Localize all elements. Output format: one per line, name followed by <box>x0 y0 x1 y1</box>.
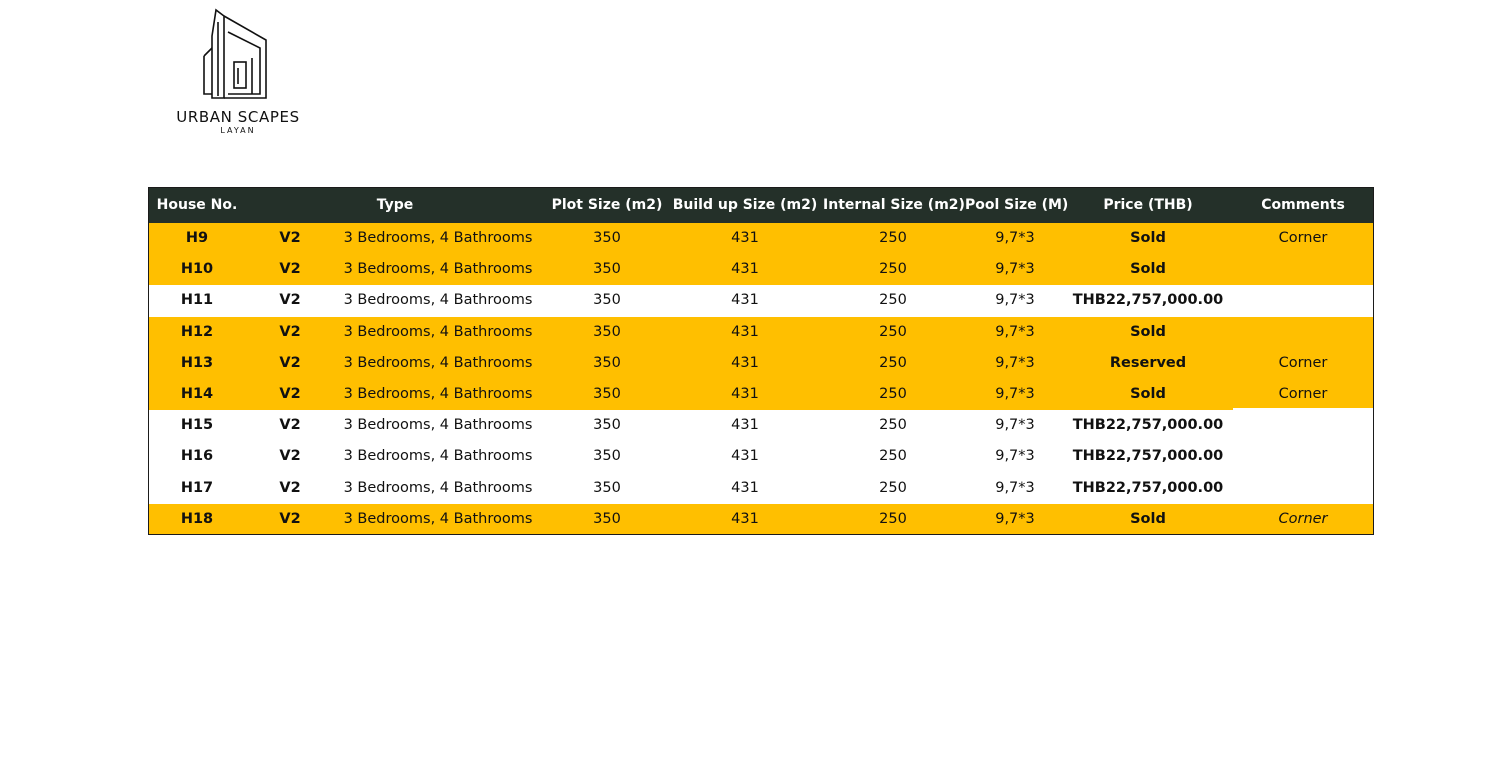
cell-pool-size: 9,7*3 <box>995 354 1035 371</box>
cell-house-no: H11 <box>180 292 214 309</box>
cell-variant: V2 <box>279 386 301 402</box>
cell-variant: V2 <box>279 479 301 496</box>
cell-plot-size: 350 <box>593 417 621 434</box>
cell-house-no: H14 <box>180 386 214 402</box>
cell-internal-size: 250 <box>879 292 907 309</box>
header-type: Type <box>376 197 414 213</box>
table-header <box>149 188 1373 223</box>
cell-type: 3 Bedrooms, 4 Bathrooms <box>343 292 533 309</box>
brand-logo <box>168 8 308 138</box>
cell-plot-size: 350 <box>593 230 621 246</box>
table-row <box>149 410 1373 441</box>
cell-variant: V2 <box>279 354 301 371</box>
cell-pool-size: 9,7*3 <box>995 417 1035 434</box>
cell-price: Sold <box>1130 510 1166 527</box>
header-price: Price (THB) <box>1103 197 1193 213</box>
cell-comment <box>1235 285 1371 316</box>
cell-pool-size: 9,7*3 <box>995 292 1035 309</box>
cell-variant: V2 <box>279 323 301 340</box>
price-list-table <box>148 187 1374 535</box>
cell-variant: V2 <box>279 510 301 527</box>
cell-variant: V2 <box>279 261 301 278</box>
cell-build-up-size: 431 <box>731 292 759 309</box>
cell-type: 3 Bedrooms, 4 Bathrooms <box>343 479 533 496</box>
cell-build-up-size: 431 <box>731 261 759 278</box>
cell-pool-size: 9,7*3 <box>995 230 1035 246</box>
header-pool-size: Pool Size (M) <box>965 197 1069 213</box>
cell-type: 3 Bedrooms, 4 Bathrooms <box>343 417 533 434</box>
cell-internal-size: 250 <box>879 448 907 465</box>
cell-comment <box>1235 317 1371 348</box>
table-row <box>149 348 1373 379</box>
cell-build-up-size: 431 <box>731 354 759 371</box>
cell-build-up-size: 431 <box>731 510 759 527</box>
cell-type: 3 Bedrooms, 4 Bathrooms <box>343 230 533 246</box>
cell-house-no: H9 <box>185 230 209 246</box>
cell-house-no: H18 <box>180 510 214 527</box>
cell-internal-size: 250 <box>879 230 907 246</box>
cell-pool-size: 9,7*3 <box>995 448 1035 465</box>
cell-build-up-size: 431 <box>731 417 759 434</box>
cell-house-no: H10 <box>180 261 214 278</box>
cell-internal-size: 250 <box>879 323 907 340</box>
header-house-no: House No. <box>156 197 238 213</box>
cell-comment <box>1235 473 1371 504</box>
table-row <box>149 223 1373 254</box>
cell-house-no: H15 <box>180 417 214 434</box>
cell-type: 3 Bedrooms, 4 Bathrooms <box>343 386 533 402</box>
cell-variant: V2 <box>279 292 301 309</box>
cell-house-no: H17 <box>180 479 214 496</box>
header-plot-size: Plot Size (m2) <box>551 197 663 213</box>
cell-internal-size: 250 <box>879 417 907 434</box>
table-row <box>149 285 1373 316</box>
cell-build-up-size: 431 <box>731 386 759 402</box>
cell-plot-size: 350 <box>593 479 621 496</box>
cell-plot-size: 350 <box>593 261 621 278</box>
cell-plot-size: 350 <box>593 386 621 402</box>
cell-plot-size: 350 <box>593 448 621 465</box>
cell-type: 3 Bedrooms, 4 Bathrooms <box>343 510 533 527</box>
cell-type: 3 Bedrooms, 4 Bathrooms <box>343 261 533 278</box>
cell-plot-size: 350 <box>593 323 621 340</box>
cell-internal-size: 250 <box>879 386 907 402</box>
cell-house-no: H16 <box>180 448 214 465</box>
header-build-up-size: Build up Size (m2) <box>672 197 818 213</box>
cell-type: 3 Bedrooms, 4 Bathrooms <box>343 448 533 465</box>
cell-pool-size: 9,7*3 <box>995 479 1035 496</box>
cell-price: Sold <box>1130 323 1166 340</box>
cell-build-up-size: 431 <box>731 323 759 340</box>
brand-subtitle: LAYAN <box>220 126 256 135</box>
table-row <box>149 317 1373 348</box>
cell-price: Sold <box>1130 386 1166 402</box>
cell-internal-size: 250 <box>879 261 907 278</box>
cell-comment <box>1235 410 1371 441</box>
cell-price: THB22,757,000.00 <box>1072 448 1224 465</box>
cell-pool-size: 9,7*3 <box>995 386 1035 402</box>
table-row <box>149 504 1373 535</box>
table-row <box>149 254 1373 285</box>
cell-plot-size: 350 <box>593 510 621 527</box>
cell-variant: V2 <box>279 417 301 434</box>
cell-comment: Corner <box>1278 510 1328 527</box>
cell-type: 3 Bedrooms, 4 Bathrooms <box>343 354 533 371</box>
header-comments: Comments <box>1261 197 1345 213</box>
cell-internal-size: 250 <box>879 479 907 496</box>
cell-internal-size: 250 <box>879 510 907 527</box>
cell-comment: Corner <box>1278 386 1328 402</box>
cell-house-no: H13 <box>180 354 214 371</box>
cell-price: THB22,757,000.00 <box>1072 479 1224 496</box>
cell-variant: V2 <box>279 448 301 465</box>
table-row <box>149 441 1373 472</box>
cell-plot-size: 350 <box>593 292 621 309</box>
cell-pool-size: 9,7*3 <box>995 510 1035 527</box>
cell-price: Sold <box>1130 230 1166 246</box>
cell-variant: V2 <box>279 230 301 246</box>
cell-comment <box>1235 254 1371 285</box>
cell-plot-size: 350 <box>593 354 621 371</box>
cell-house-no: H12 <box>180 323 214 340</box>
table-row <box>149 473 1373 504</box>
cell-price: Reserved <box>1109 354 1187 371</box>
cell-type: 3 Bedrooms, 4 Bathrooms <box>343 323 533 340</box>
brand-name: URBAN SCAPES <box>176 108 300 126</box>
cell-build-up-size: 431 <box>731 448 759 465</box>
building-logo-icon <box>198 8 274 104</box>
cell-price: THB22,757,000.00 <box>1072 417 1224 434</box>
cell-pool-size: 9,7*3 <box>995 323 1035 340</box>
cell-comment: Corner <box>1278 230 1328 246</box>
cell-comment: Corner <box>1278 354 1328 371</box>
table-row <box>149 379 1373 410</box>
cell-price: THB22,757,000.00 <box>1072 292 1224 309</box>
cell-internal-size: 250 <box>879 354 907 371</box>
cell-price: Sold <box>1130 261 1166 278</box>
cell-build-up-size: 431 <box>731 230 759 246</box>
cell-build-up-size: 431 <box>731 479 759 496</box>
cell-pool-size: 9,7*3 <box>995 261 1035 278</box>
header-internal-size: Internal Size (m2) <box>823 197 965 213</box>
cell-comment <box>1235 441 1371 472</box>
